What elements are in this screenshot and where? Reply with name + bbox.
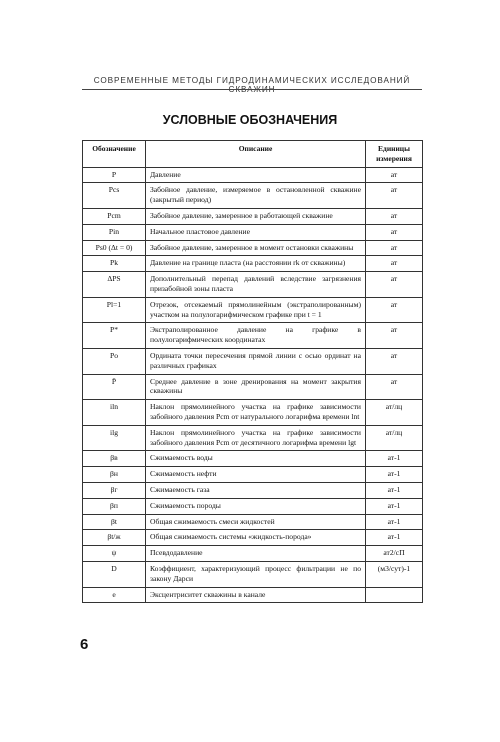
symbol-cell: ψ (83, 546, 146, 562)
unit-cell: ат (366, 167, 423, 183)
table-row (83, 167, 423, 183)
unit-cell: ат (366, 224, 423, 240)
unit-cell: ат-1 (366, 482, 423, 498)
description-cell: Наклон прямолинейного участка на графике зависимости забойного давления Pcm от десятичного логарифма времени lgt (146, 425, 366, 451)
unit-cell: ат (366, 183, 423, 209)
description-cell: Наклон прямолинейного участка на графике зависимости забойного давления Pcm от натурального логарифма времени lnt (146, 400, 366, 426)
symbol-cell: βв (83, 451, 146, 467)
table-row (83, 498, 423, 514)
unit-cell: ат (366, 208, 423, 224)
description-cell: Коэффициент, характеризующий процесс фильтрации не по закону Дарси (146, 561, 366, 587)
symbol-cell: P* (83, 323, 146, 349)
description-cell: Давление (146, 167, 366, 183)
description-cell: Дополнительный перепад давлений вследствие загрязнения призабойной зоны пласта (146, 272, 366, 298)
table-row (83, 530, 423, 546)
symbol-cell: βп (83, 498, 146, 514)
symbol-cell: ilg (83, 425, 146, 451)
table-row (83, 587, 423, 603)
table-row (83, 514, 423, 530)
description-cell: Общая сжимаемость смеси жидкостей (146, 514, 366, 530)
symbol-cell: Ps0 (Δt = 0) (83, 240, 146, 256)
running-header: СОВРЕМЕННЫЕ МЕТОДЫ ГИДРОДИНАМИЧЕСКИХ ИССЛЕДОВАНИЙ СКВАЖИН (93, 76, 411, 94)
symbol-cell: P (83, 167, 146, 183)
symbol-cell: βt (83, 514, 146, 530)
table-row (83, 323, 423, 349)
description-cell: Сжимаемость породы (146, 498, 366, 514)
symbol-cell: e (83, 587, 146, 603)
header-symbol: Обозначение (83, 141, 146, 168)
description-cell: Сжимаемость воды (146, 451, 366, 467)
unit-cell: ат (366, 272, 423, 298)
description-cell: Забойное давление, замеренное в момент остановки скважины (146, 240, 366, 256)
description-cell: Сжимаемость нефти (146, 467, 366, 483)
table-row (83, 208, 423, 224)
symbol-cell: D (83, 561, 146, 587)
unit-cell: ат (366, 374, 423, 400)
unit-cell: ат-1 (366, 451, 423, 467)
description-cell: Сжимаемость газа (146, 482, 366, 498)
table-header-row (83, 141, 423, 168)
unit-cell: ат/лц (366, 400, 423, 426)
unit-cell: ат/лц (366, 425, 423, 451)
description-cell: Отрезок, отсекаемый прямолинейным (экстраполированным) участком на полулогарифмическом графике при t = 1 (146, 297, 366, 323)
symbol-cell: βн (83, 467, 146, 483)
symbol-cell: P̄ (83, 374, 146, 400)
description-cell: Эксцентриситет скважины в канале (146, 587, 366, 603)
description-cell: Среднее давление в зоне дренирования на момент закрытия скважины (146, 374, 366, 400)
table-row (83, 348, 423, 374)
page-number: 6 (80, 636, 89, 653)
table-row (83, 374, 423, 400)
table-row (83, 240, 423, 256)
unit-cell (366, 587, 423, 603)
table-row (83, 272, 423, 298)
description-cell: Забойное давление, измеряемое в остановленной скважине (закрытый период) (146, 183, 366, 209)
description-cell: Псевдодавление (146, 546, 366, 562)
table-row (83, 297, 423, 323)
description-cell: Начальное пластовое давление (146, 224, 366, 240)
description-cell: Давление на границе пласта (на расстоянии rk от скважины) (146, 256, 366, 272)
symbol-cell: Pl=1 (83, 297, 146, 323)
symbol-cell: βг (83, 482, 146, 498)
unit-cell: ат (366, 297, 423, 323)
unit-cell: ат (366, 323, 423, 349)
unit-cell: ат-1 (366, 530, 423, 546)
table-row (83, 467, 423, 483)
unit-cell: (м3/сут)-1 (366, 561, 423, 587)
symbol-cell: Po (83, 348, 146, 374)
unit-cell: ат-1 (366, 514, 423, 530)
symbols-table (82, 140, 423, 603)
unit-cell: ат2/сП (366, 546, 423, 562)
table-row (83, 224, 423, 240)
table-row (83, 482, 423, 498)
unit-cell: ат (366, 348, 423, 374)
symbol-cell: Pcm (83, 208, 146, 224)
header-unit: Единицы измерения (366, 141, 423, 168)
unit-cell: ат-1 (366, 467, 423, 483)
description-cell: Забойное давление, замеренное в работающей скважине (146, 208, 366, 224)
table-row (83, 183, 423, 209)
description-cell: Ордината точки пересечения прямой линии с осью ординат на различных графиках (146, 348, 366, 374)
table-row (83, 425, 423, 451)
header-rule (82, 89, 422, 90)
description-cell: Общая сжимаемость системы «жидкость-порода» (146, 530, 366, 546)
symbol-cell: Pk (83, 256, 146, 272)
symbol-cell: iln (83, 400, 146, 426)
header-description: Описание (146, 141, 366, 168)
symbol-cell: Pin (83, 224, 146, 240)
table-row (83, 561, 423, 587)
symbol-cell: Pcs (83, 183, 146, 209)
description-cell: Экстраполированное давление на графике в полулогарифмических координатах (146, 323, 366, 349)
table-row (83, 256, 423, 272)
unit-cell: ат-1 (366, 498, 423, 514)
section-title: УСЛОВНЫЕ ОБОЗНАЧЕНИЯ (162, 113, 338, 127)
unit-cell: ат (366, 240, 423, 256)
symbol-cell: βt/ж (83, 530, 146, 546)
table-row (83, 451, 423, 467)
unit-cell: ат (366, 256, 423, 272)
table-row (83, 546, 423, 562)
symbol-cell: ΔPS (83, 272, 146, 298)
table-row (83, 400, 423, 426)
